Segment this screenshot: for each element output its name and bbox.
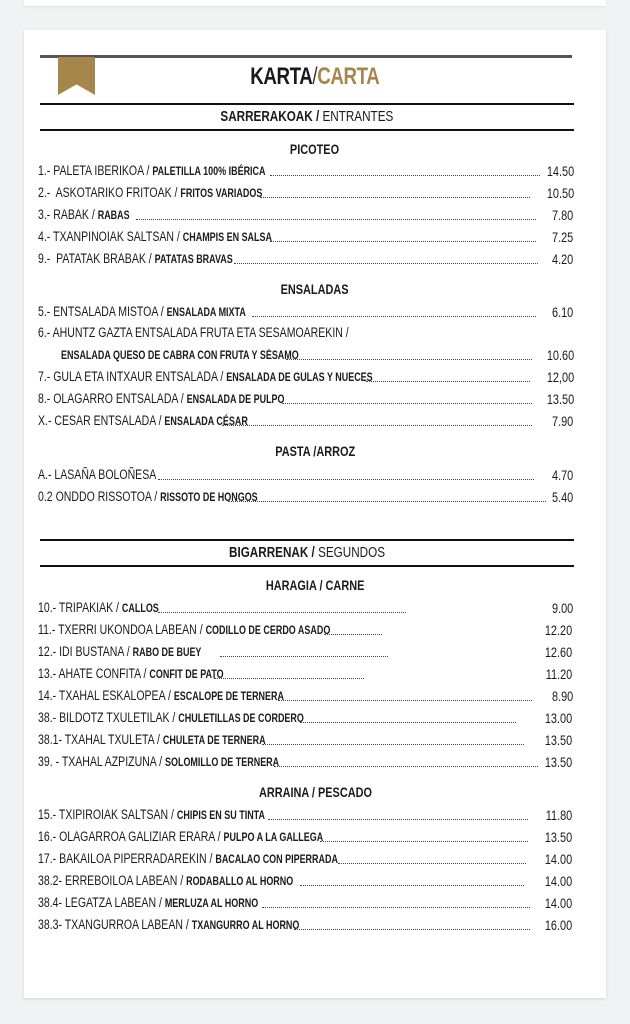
menu-item: 5.- ENTSALADA MISTOA / ENSALADA MIXTA 6.10 xyxy=(38,304,574,320)
menu-item: 12.- IDI BUSTANA / RABO DE BUEY 12.60 xyxy=(38,644,573,660)
price: 14.00 xyxy=(544,851,573,867)
title-rule xyxy=(40,55,572,58)
dot-leader xyxy=(278,699,532,701)
price: 14.00 xyxy=(544,895,573,911)
price: 11.80 xyxy=(545,807,573,823)
menu-item: 16.- OLAGARROA GALIZIAR ERARA / PULPO A LA GALLEGA 13.50 xyxy=(38,829,573,845)
dot-leader xyxy=(338,862,526,864)
price: 11.20 xyxy=(545,666,573,682)
dot-leader xyxy=(324,633,382,635)
price: 7.25 xyxy=(551,229,574,245)
price: 13.50 xyxy=(544,829,573,845)
price: 10.50 xyxy=(546,185,575,201)
dot-leader xyxy=(300,884,524,886)
dot-leader xyxy=(158,478,534,480)
dot-leader xyxy=(136,218,536,220)
price: 16.00 xyxy=(544,917,573,933)
dot-leader xyxy=(274,765,538,767)
section-title-spanish: SEGUNDOS xyxy=(318,544,386,561)
group-title-pescado: ARRAINA / PESCADO xyxy=(258,784,372,800)
group-title-ensaladas: ENSALADAS xyxy=(281,281,349,297)
menu-item: 38.2- ERREBOILOA LABEAN / RODABALLO AL HORNO 14.00 xyxy=(38,873,573,889)
previous-card xyxy=(24,0,606,6)
title-basque: KARTA xyxy=(250,63,313,90)
price: 12.60 xyxy=(544,644,573,660)
dot-leader xyxy=(270,174,540,176)
menu-item: 14.- TXAHAL ESKALOPEA / ESCALOPE DE TERNERA 8.90 xyxy=(38,688,574,704)
dot-leader xyxy=(366,380,530,382)
menu-item: A.- LASAÑA BOLOÑESA 4.70 xyxy=(38,467,574,483)
group-title-picoteo: PICOTEO xyxy=(290,141,340,157)
menu-item: 13.- AHATE CONFITA / CONFIT DE PATO 11.20 xyxy=(38,666,573,682)
price: 4.70 xyxy=(551,467,574,483)
menu-item: 39. - TXAHAL AZPIZUNA / SOLOMILLO DE TERNERA 13.50 xyxy=(38,754,573,770)
group-title-pasta-arroz: PASTA /ARROZ xyxy=(275,443,355,459)
dot-leader xyxy=(252,315,536,317)
dot-leader xyxy=(262,906,530,908)
price: 7.90 xyxy=(551,413,574,429)
dot-leader xyxy=(268,818,528,820)
section-header-entrantes xyxy=(40,103,574,131)
menu-card xyxy=(24,30,606,998)
menu-item: 38.3- TXANGURROA LABEAN / TXANGURRO AL HORNO 16.00 xyxy=(38,917,573,933)
price: 14.00 xyxy=(544,873,573,889)
page-title xyxy=(24,63,606,91)
title-separator: / xyxy=(312,63,318,90)
section-title-basque: SARRERAKOAK / xyxy=(220,108,320,125)
menu-item: 2.- ASKOTARIKO FRITOAK / FRITOS VARIADOS 10.50 xyxy=(38,185,575,201)
price: 13.50 xyxy=(544,732,573,748)
price: 7.80 xyxy=(551,207,574,223)
dot-leader xyxy=(222,424,532,426)
dot-leader xyxy=(282,402,532,404)
price: 13.50 xyxy=(546,391,575,407)
menu-item: 9.- PATATAK BRABAK / PATATAS BRAVAS 4.20 xyxy=(38,251,574,267)
price: 12,00 xyxy=(546,369,575,385)
section-title-spanish: ENTRANTES xyxy=(322,108,394,125)
dot-leader xyxy=(234,262,538,264)
price: 13.00 xyxy=(544,710,573,726)
price: 13.50 xyxy=(544,754,573,770)
dot-leader xyxy=(262,743,524,745)
menu-item: 4.- TXANPINOIAK SALTSAN / CHAMPIS EN SALSA 7.25 xyxy=(38,229,574,245)
title-spanish: CARTA xyxy=(317,63,380,90)
menu-item: 38.1- TXAHAL TXULETA / CHULETA DE TERNERA 13.50 xyxy=(38,732,573,748)
dot-leader xyxy=(294,928,530,930)
section-title-basque: BIGARRENAK / xyxy=(228,544,315,561)
price: 10.60 xyxy=(546,347,575,363)
menu-item: 15.- TXIPIROIAK SALTSAN / CHIPIS EN SU TINTA 11.80 xyxy=(38,807,573,823)
dot-leader xyxy=(270,240,536,242)
price: 5.40 xyxy=(551,489,574,505)
dot-leader xyxy=(260,196,530,198)
menu-item: 0.2 ONDDO RISSOTOA / RISSOTO DE HONGOS 5.40 xyxy=(38,489,574,505)
menu-item: 1.- PALETA IBERIKOA / PALETILLA 100% IBÉRICA 14.50 xyxy=(38,163,575,179)
menu-item-continued: ENSALADA QUESO DE CABRA CON FRUTA Y SÉSAMO 10.60 xyxy=(61,347,575,363)
menu-item: 11.- TXERRI UKONDOA LABEAN / CODILLO DE CERDO ASADO 12.20 xyxy=(38,622,573,638)
group-title-carne: HARAGIA / CARNE xyxy=(265,577,365,593)
menu-item: X.- CESAR ENTSALADA / ENSALADA CÉSAR 7.90 xyxy=(38,413,574,429)
menu-item: 8.- OLAGARRO ENTSALADA / ENSALADA DE PULPO 13.50 xyxy=(38,391,575,407)
menu-item: 17.- BAKAILOA PIPERRADAREKIN / BACALAO CON PIPERRADA 14.00 xyxy=(38,851,573,867)
menu-item: 6.- AHUNTZ GAZTA ENTSALADA FRUTA ETA SESAMOAREKIN / xyxy=(38,325,349,340)
dot-leader xyxy=(228,500,546,502)
menu-item: 7.- GULA ETA INTXAUR ENTSALADA / ENSALADA DE GULAS Y NUECES 12,00 xyxy=(38,369,575,385)
price: 14.50 xyxy=(546,163,575,179)
dot-leader xyxy=(286,358,532,360)
menu-item: 38.- BILDOTZ TXULETILAK / CHULETILLAS DE CORDERO 13.00 xyxy=(38,710,573,726)
dot-leader xyxy=(214,677,364,679)
section-header-segundos xyxy=(40,539,574,567)
price: 12.20 xyxy=(544,622,573,638)
dot-leader xyxy=(320,840,528,842)
menu-item: 10.- TRIPAKIAK / CALLOS 9.00 xyxy=(38,600,574,616)
dot-leader xyxy=(300,721,516,723)
price: 4.20 xyxy=(551,251,574,267)
dot-leader xyxy=(158,611,406,613)
price: 9.00 xyxy=(551,600,574,616)
menu-item: 38.4- LEGATZA LABEAN / MERLUZA AL HORNO 14.00 xyxy=(38,895,573,911)
price: 8.90 xyxy=(551,688,574,704)
menu-item: 3.- RABAK / RABAS 7.80 xyxy=(38,207,574,223)
dot-leader xyxy=(220,655,388,657)
price: 6.10 xyxy=(551,304,574,320)
